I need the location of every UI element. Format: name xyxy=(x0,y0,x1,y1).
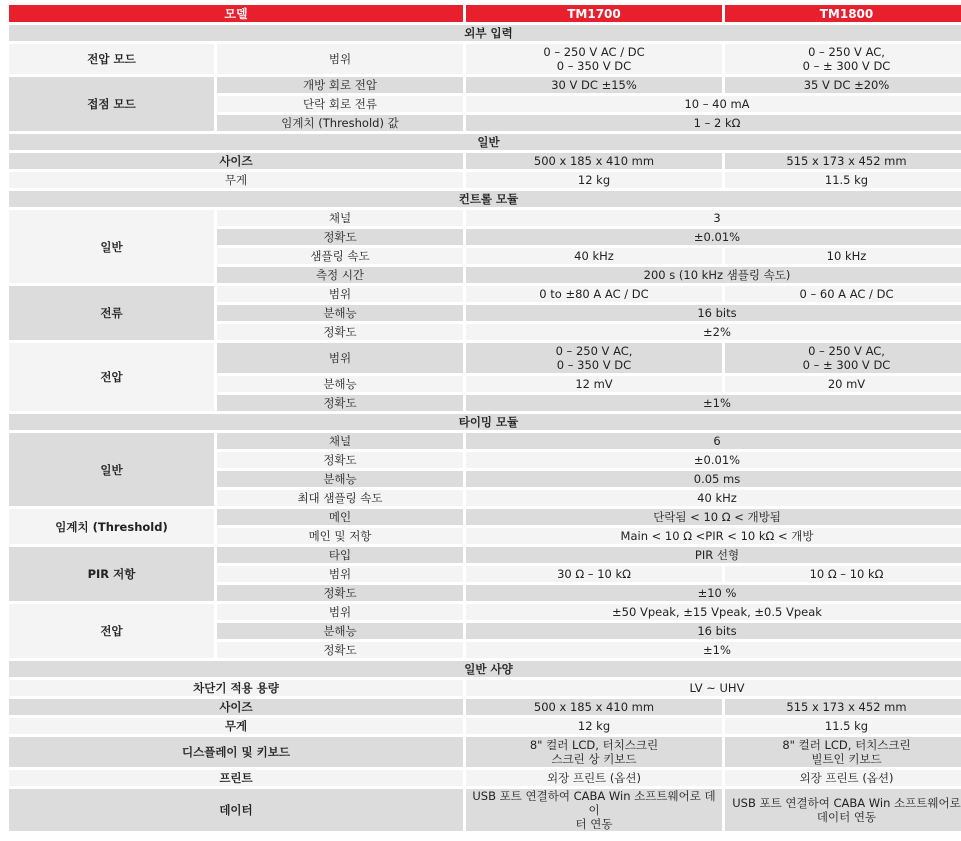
section-external-input xyxy=(9,25,961,41)
row-label-data: 데이터 xyxy=(9,789,463,831)
param-label: 최대 샘플링 속도 xyxy=(217,490,463,506)
param-label: 정확도 xyxy=(217,324,463,340)
row-label-threshold: 임계치 (Threshold) xyxy=(9,509,214,544)
value-tm1700: 8" 컬러 LCD, 터치스크린 스크린 상 키보드 xyxy=(466,737,722,767)
param-label: 분해능 xyxy=(217,305,463,321)
value-both: ±2% xyxy=(466,324,961,340)
table-row xyxy=(9,718,961,734)
param-label: 범위 xyxy=(217,343,463,373)
value-tm1700: 외장 프린트 (옵션) xyxy=(466,770,722,786)
table-row xyxy=(9,699,961,715)
row-label-breaker: 차단기 적용 용량 xyxy=(9,680,463,696)
value-both: ±0.01% xyxy=(466,229,961,245)
row-label-contact-mode: 접점 모드 xyxy=(9,77,214,131)
section-timing-module xyxy=(9,414,961,430)
value-both: ±50 Vpeak, ±15 Vpeak, ±0.5 Vpeak xyxy=(466,604,961,620)
value-both: LV ~ UHV xyxy=(466,680,961,696)
value-both: ±1% xyxy=(466,642,961,658)
value-tm1800: 0 – 250 V AC, 0 – ± 300 V DC xyxy=(725,343,961,373)
table-row xyxy=(9,789,961,831)
value-both: 40 kHz xyxy=(466,490,961,506)
param-label: 개방 회로 전압 xyxy=(217,77,463,93)
section-title: 타이밍 모듈 xyxy=(9,414,961,430)
section-title: 일반 사양 xyxy=(9,661,961,677)
value-tm1700: 500 x 185 x 410 mm xyxy=(466,153,722,169)
value-both: 1 – 2 kΩ xyxy=(466,115,961,131)
value-both: Main < 10 Ω <PIR < 10 kΩ < 개방 xyxy=(466,528,961,544)
row-label-pir: PIR 저항 xyxy=(9,547,214,601)
value-tm1700: 30 V DC ±15% xyxy=(466,77,722,93)
value-tm1700: 12 kg xyxy=(466,172,722,188)
table-row xyxy=(9,604,961,620)
param-label: 범위 xyxy=(217,604,463,620)
spec-table xyxy=(6,2,961,834)
value-tm1700: 12 mV xyxy=(466,376,722,392)
value-both: 16 bits xyxy=(466,305,961,321)
value-tm1800: 11.5 kg xyxy=(725,718,961,734)
section-title: 컨트롤 모듈 xyxy=(9,191,961,207)
value-tm1800: 0 – 250 V AC, 0 – ± 300 V DC xyxy=(725,44,961,74)
value-both: ±10 % xyxy=(466,585,961,601)
param-label: 타입 xyxy=(217,547,463,563)
row-label-general: 일반 xyxy=(9,433,214,506)
value-tm1700: 12 kg xyxy=(466,718,722,734)
value-both: PIR 선형 xyxy=(466,547,961,563)
row-label-current: 전류 xyxy=(9,286,214,340)
table-row xyxy=(9,44,961,74)
table-row xyxy=(9,77,961,93)
value-tm1700: 500 x 185 x 410 mm xyxy=(466,699,722,715)
section-general xyxy=(9,134,961,150)
header-tm1700: TM1700 xyxy=(466,5,722,22)
value-tm1700: USB 포트 연결하여 CABA Win 소프트웨어로 데이 터 연동 xyxy=(466,789,722,831)
param-label: 측정 시간 xyxy=(217,267,463,283)
value-tm1800: 35 V DC ±20% xyxy=(725,77,961,93)
param-label: 범위 xyxy=(217,566,463,582)
value-both: 0.05 ms xyxy=(466,471,961,487)
header-tm1800: TM1800 xyxy=(725,5,961,22)
table-row xyxy=(9,286,961,302)
table-row xyxy=(9,153,961,169)
value-both: 6 xyxy=(466,433,961,449)
table-row xyxy=(9,509,961,525)
table-row xyxy=(9,343,961,373)
param-label: 채널 xyxy=(217,210,463,226)
section-control-module xyxy=(9,191,961,207)
table-row xyxy=(9,680,961,696)
section-title: 일반 xyxy=(9,134,961,150)
section-general-spec xyxy=(9,661,961,677)
param-label: 임계치 (Threshold) 값 xyxy=(217,115,463,131)
table-row xyxy=(9,547,961,563)
param-label: 범위 xyxy=(217,286,463,302)
table-row xyxy=(9,770,961,786)
value-both: ±1% xyxy=(466,395,961,411)
value-tm1800: 10 Ω – 10 kΩ xyxy=(725,566,961,582)
param-label: 정확도 xyxy=(217,395,463,411)
value-both: 200 s (10 kHz 샘플링 속도) xyxy=(466,267,961,283)
row-label-weight: 무게 xyxy=(9,718,463,734)
param-label: 메인 xyxy=(217,509,463,525)
value-tm1800: 11.5 kg xyxy=(725,172,961,188)
table-row xyxy=(9,433,961,449)
param-label: 단락 회로 전류 xyxy=(217,96,463,112)
value-tm1800: 10 kHz xyxy=(725,248,961,264)
param-label: 채널 xyxy=(217,433,463,449)
value-tm1700: 0 – 250 V AC, 0 – 350 V DC xyxy=(466,343,722,373)
section-title: 외부 입력 xyxy=(9,25,961,41)
value-both: ±0.01% xyxy=(466,452,961,468)
value-both: 10 – 40 mA xyxy=(466,96,961,112)
param-label: 정확도 xyxy=(217,642,463,658)
param-label: 분해능 xyxy=(217,471,463,487)
value-both: 단락됨 < 10 Ω < 개방됨 xyxy=(466,509,961,525)
table-row xyxy=(9,172,961,188)
value-tm1700: 40 kHz xyxy=(466,248,722,264)
value-both: 16 bits xyxy=(466,623,961,639)
row-label-display: 디스플레이 및 키보드 xyxy=(9,737,463,767)
param-label: 범위 xyxy=(217,44,463,74)
row-label-size: 사이즈 xyxy=(9,153,463,169)
value-tm1800: 515 x 173 x 452 mm xyxy=(725,699,961,715)
value-tm1800: 0 – 60 A AC / DC xyxy=(725,286,961,302)
param-label: 샘플링 속도 xyxy=(217,248,463,264)
row-label-voltage-mode: 전압 모드 xyxy=(9,44,214,74)
param-label: 정확도 xyxy=(217,229,463,245)
value-tm1800: 8" 컬러 LCD, 터치스크린 빌트인 키보드 xyxy=(725,737,961,767)
row-label-voltage: 전압 xyxy=(9,343,214,411)
table-row xyxy=(9,210,961,226)
value-tm1800: 20 mV xyxy=(725,376,961,392)
row-label-general: 일반 xyxy=(9,210,214,283)
table-row xyxy=(9,737,961,767)
value-both: 3 xyxy=(466,210,961,226)
value-tm1800: 515 x 173 x 452 mm xyxy=(725,153,961,169)
param-label: 분해능 xyxy=(217,623,463,639)
header-model: 모델 xyxy=(9,5,463,22)
row-label-voltage: 전압 xyxy=(9,604,214,658)
param-label: 정확도 xyxy=(217,585,463,601)
value-tm1800: USB 포트 연결하여 CABA Win 소프트웨어로 데이터 연동 xyxy=(725,789,961,831)
header-row xyxy=(9,5,961,22)
row-label-printer: 프린트 xyxy=(9,770,463,786)
param-label: 메인 및 저항 xyxy=(217,528,463,544)
param-label: 분해능 xyxy=(217,376,463,392)
row-label-weight: 무게 xyxy=(9,172,463,188)
param-label: 정확도 xyxy=(217,452,463,468)
value-tm1700: 0 to ±80 A AC / DC xyxy=(466,286,722,302)
value-tm1800: 외장 프린트 (옵션) xyxy=(725,770,961,786)
value-tm1700: 30 Ω – 10 kΩ xyxy=(466,566,722,582)
value-tm1700: 0 – 250 V AC / DC 0 – 350 V DC xyxy=(466,44,722,74)
row-label-size: 사이즈 xyxy=(9,699,463,715)
